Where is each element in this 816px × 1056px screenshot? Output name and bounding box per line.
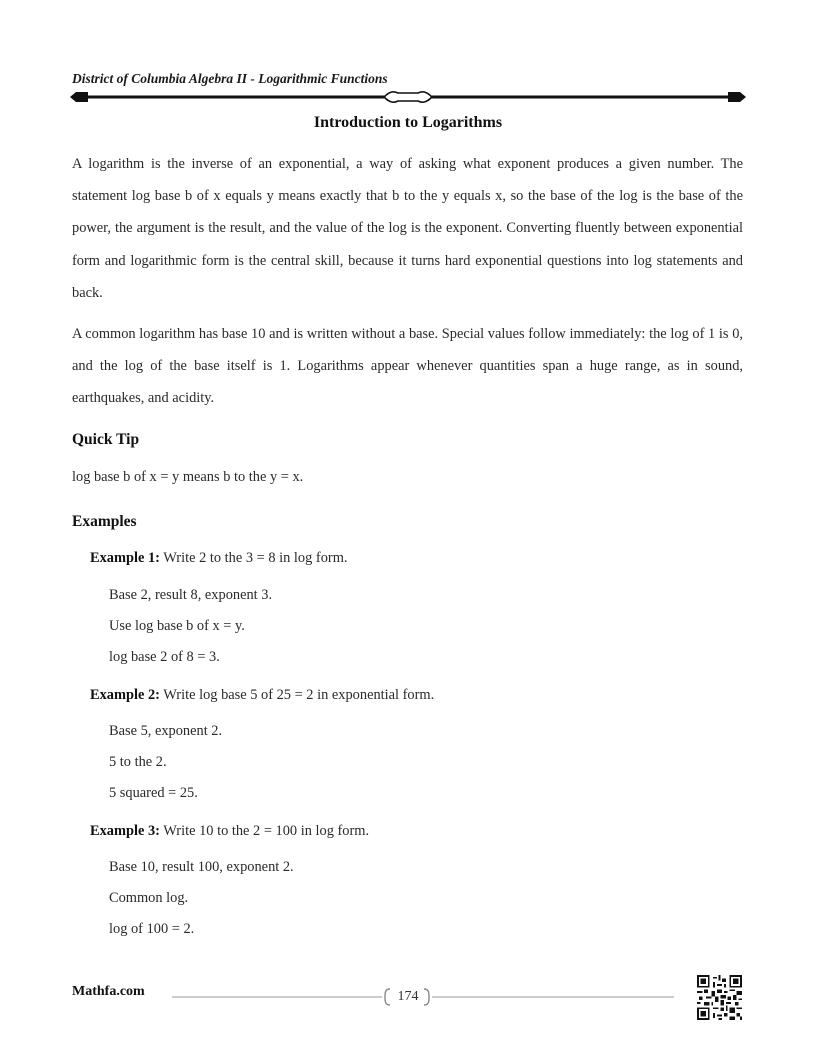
example-label: Example 1: xyxy=(90,550,160,566)
example-step: log of 100 = 2. xyxy=(109,921,195,937)
page-title: Introduction to Logarithms xyxy=(313,114,503,131)
example-2-title xyxy=(90,687,434,704)
example-3-title xyxy=(90,823,369,840)
example-step: Base 10, result 100, exponent 2. xyxy=(109,859,294,875)
page-number: 174 xyxy=(397,989,419,1004)
header-title: District of Columbia Algebra II - Logarithmic Functions xyxy=(72,71,388,86)
example-label: Example 3: xyxy=(90,823,160,839)
example-step: log base 2 of 8 = 3. xyxy=(109,649,220,665)
example-step: Common log. xyxy=(109,890,189,906)
example-label: Example 2: xyxy=(90,687,160,703)
quick-tip-text: log base b of x = y means b to the y = x. xyxy=(72,469,304,485)
footer-brand[interactable]: Mathfa.com xyxy=(72,984,145,999)
example-1-title xyxy=(90,550,348,567)
example-step: Base 2, result 8, exponent 3. xyxy=(109,587,273,603)
common-log-paragraph: A common logarithm has base 10 and is written without a base. Special values follow immediately: the log of 1 is 0, and the log of the base itself is 1. Logarithms appear whenever quantities span a huge range, as in sound, earthquakes, and acidity. xyxy=(72,326,743,407)
example-step: Use log base b of x = y. xyxy=(109,618,245,634)
example-step: Base 5, exponent 2. xyxy=(109,723,223,739)
examples-heading: Examples xyxy=(72,513,137,530)
intro-paragraph: A logarithm is the inverse of an exponential, a way of asking what exponent produces a given number. The statement log base b of x equals y means exactly that b to the y equals x, so the base of the log is the base of the power, the argument is the result, and the value of the log is the exponent. Converting fluently between exponential form and logarithmic form is the central skill, because it turns hard exponential questions into log statements and back. xyxy=(72,156,743,301)
example-step: 5 to the 2. xyxy=(109,754,167,770)
example-step: 5 squared = 25. xyxy=(109,785,198,801)
quick-tip-heading: Quick Tip xyxy=(72,431,140,448)
example-prompt: Write 2 to the 3 = 8 in log form. xyxy=(163,550,348,566)
qr-code-icon xyxy=(697,975,742,1020)
example-prompt: Write log base 5 of 25 = 2 in exponential form. xyxy=(163,687,435,703)
example-prompt: Write 10 to the 2 = 100 in log form. xyxy=(163,823,370,839)
header-divider xyxy=(68,88,748,106)
